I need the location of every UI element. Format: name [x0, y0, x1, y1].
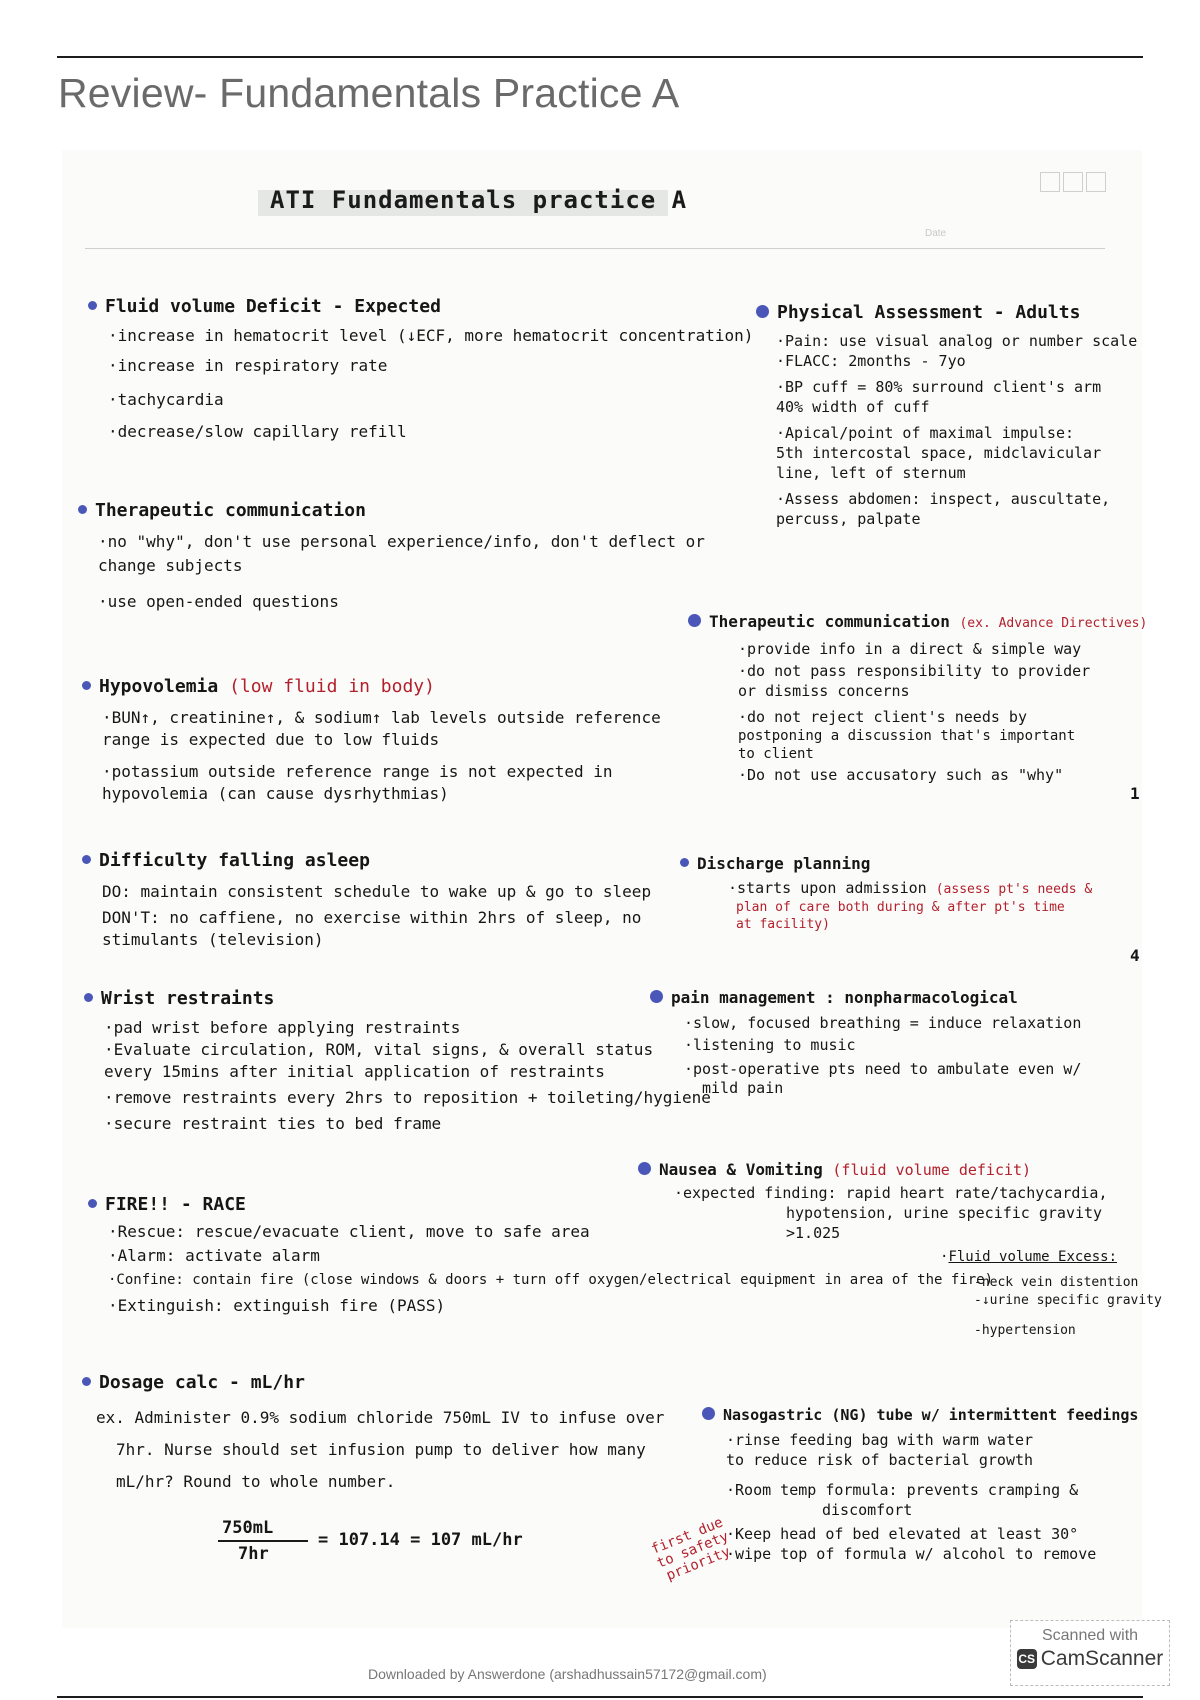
note-line: ·Evaluate circulation, ROM, vital signs, & overall status — [104, 1040, 654, 1059]
note-title: ATI Fundamentals practice A — [270, 186, 688, 214]
note-line: ·Assess abdomen: inspect, auscultate, — [776, 490, 1111, 508]
note-line: ·Extinguish: extinguish fire (PASS) — [108, 1296, 446, 1315]
note-line: range is expected due to low fluids — [102, 730, 440, 749]
bullet-icon — [82, 1377, 91, 1386]
section-note: (low fluid in body) — [229, 676, 435, 697]
note-line: ·rinse feeding bag with warm water — [726, 1431, 1034, 1449]
section-wrist-restraints — [84, 988, 711, 1135]
bullet-icon — [82, 681, 91, 690]
note-line: mL/hr? Round to whole number. — [116, 1472, 396, 1491]
section-title: pain management : nonpharmacological — [671, 988, 1018, 1007]
note-line: hypotension, urine specific gravity — [786, 1204, 1103, 1222]
note-line: ·use open-ended questions — [98, 592, 339, 611]
section-physical-assessment — [756, 302, 1137, 529]
note-line: change subjects — [98, 556, 243, 575]
note-line: DON'T: no caffiene, no exercise within 2hrs of sleep, no — [102, 908, 642, 927]
section-nasogastric-tube — [702, 1406, 1138, 1564]
top-rule — [57, 56, 1143, 58]
note-line: line, left of sternum — [776, 464, 966, 482]
red-note: at facility) — [736, 917, 830, 932]
note-line: ·BP cuff = 80% surround client's arm — [776, 378, 1102, 396]
note-line: to client — [738, 746, 814, 762]
note-line: ·increase in respiratory rate — [108, 356, 388, 375]
note-line: ·slow, focused breathing = induce relaxation — [684, 1014, 1082, 1032]
section-dosage-calc — [82, 1372, 664, 1493]
section-note: (ex. Advance Directives) — [959, 616, 1148, 631]
note-line: ·BUN↑, creatinine↑, & sodium↑ lab levels outside reference — [102, 708, 661, 727]
bullet-icon — [650, 990, 663, 1003]
note-line: ·listening to music — [684, 1036, 856, 1054]
note-line: >1.025 — [786, 1224, 841, 1242]
bullet-icon — [84, 993, 93, 1002]
note-line: 40% width of cuff — [776, 398, 930, 416]
section-title: Therapeutic communication — [709, 612, 950, 631]
bullet-icon — [78, 505, 87, 514]
edge-mark: 4 — [1130, 946, 1140, 965]
note-line: ·remove restraints every 2hrs to reposition + toileting/hygiene — [104, 1088, 711, 1107]
note-line: discomfort — [822, 1501, 913, 1519]
note-line: ·Room temp formula: prevents cramping & — [726, 1481, 1079, 1499]
fraction-bar — [218, 1540, 308, 1542]
section-note: (fluid volume deficit) — [832, 1161, 1032, 1179]
note-line: 7hr. Nurse should set infusion pump to deliver how many — [116, 1440, 646, 1459]
page-box — [1086, 172, 1106, 192]
note-line: ·secure restraint ties to bed frame — [104, 1114, 442, 1133]
note-line: ·do not reject client's needs by — [738, 708, 1027, 726]
note-line: ·starts upon admission — [728, 879, 927, 897]
section-title: Nasogastric (NG) tube w/ intermittent feedings — [723, 1406, 1139, 1424]
bullet-icon — [688, 614, 701, 627]
note-line: 5th intercostal space, midclavicular — [776, 444, 1102, 462]
badge-brand-text: CamScanner — [1040, 1647, 1164, 1670]
section-pain-management — [650, 988, 1081, 1097]
section-discharge-planning — [680, 854, 1092, 933]
note-line: -neck vein distention — [974, 1275, 1139, 1290]
page-title: Review- Fundamentals Practice A — [58, 70, 680, 116]
camscanner-badge — [1010, 1620, 1170, 1686]
title-rule — [85, 248, 1105, 249]
note-line: to reduce risk of bacterial growth — [726, 1451, 1034, 1469]
section-therapeutic-communication — [78, 500, 705, 613]
section-title: Dosage calc - mL/hr — [99, 1372, 305, 1393]
section-title: Hypovolemia — [99, 676, 219, 697]
note-line: ·do not pass responsibility to provider — [738, 662, 1091, 680]
note-line: hypovolemia (can cause dysrhythmias) — [102, 784, 449, 803]
section-title: Therapeutic communication — [95, 500, 366, 521]
note-line: ·no "why", don't use personal experience/info, don't deflect or — [98, 532, 705, 551]
calc-denominator: 7hr — [238, 1544, 269, 1564]
edge-mark: 1 — [1130, 784, 1140, 803]
section-hypovolemia — [82, 676, 661, 805]
section-title: Difficulty falling asleep — [99, 850, 370, 871]
calc-numerator: 750mL — [222, 1518, 274, 1538]
note-line: ·Do not use accusatory such as "why" — [738, 766, 1064, 784]
note-line: ·FLACC: 2months - 7yo — [776, 352, 966, 370]
note-line: ·potassium outside reference range is not expected in — [102, 762, 613, 781]
note-line: ·Rescue: rescue/evacuate client, move to safe area — [108, 1222, 590, 1241]
section-title: ·Fluid volume Excess: — [940, 1249, 1118, 1265]
red-note: (assess pt's needs & — [935, 882, 1093, 897]
bullet-icon — [82, 855, 91, 864]
note-line: stimulants (television) — [102, 930, 324, 949]
date-label: Date — [925, 228, 947, 239]
note-line: ·Apical/point of maximal impulse: — [776, 424, 1075, 442]
bullet-icon — [680, 858, 689, 867]
bottom-rule — [57, 1696, 1143, 1698]
section-title: Discharge planning — [697, 854, 871, 873]
note-line: ·post-operative pts need to ambulate even w/ — [684, 1060, 1082, 1078]
note-line: ·Keep head of bed elevated at least 30° — [726, 1525, 1079, 1543]
calc-result: = 107.14 = 107 mL/hr — [318, 1530, 523, 1550]
note-line: ·provide info in a direct & simple way — [738, 640, 1082, 658]
margin-note: first due to safety priority — [649, 1514, 733, 1584]
note-line: ·wipe top of formula w/ alcohol to remove — [726, 1545, 1097, 1563]
note-line: ·tachycardia — [108, 390, 224, 409]
camscanner-logo-icon: CS — [1017, 1649, 1037, 1669]
section-title: Physical Assessment - Adults — [777, 302, 1081, 323]
section-title: Nausea & Vomiting — [659, 1160, 823, 1179]
note-line: postponing a discussion that's important — [738, 728, 1076, 744]
red-note: plan of care both during & after pt's time — [736, 900, 1065, 915]
note-line: ex. Administer 0.9% sodium chloride 750mL IV to infuse over — [96, 1408, 665, 1427]
bullet-icon — [702, 1407, 715, 1420]
bullet-icon — [88, 1199, 97, 1208]
section-title: Wrist restraints — [101, 988, 275, 1009]
section-title: FIRE!! - RACE — [105, 1194, 246, 1215]
download-footer: Downloaded by Answerdone (arshadhussain57172@gmail.com) — [368, 1666, 767, 1682]
note-line: ·decrease/slow capillary refill — [108, 422, 407, 441]
bullet-icon — [88, 301, 97, 310]
note-line: ·increase in hematocrit level (↓ECF, more hematocrit concentration) — [108, 326, 754, 345]
section-difficulty-falling-asleep — [82, 850, 651, 951]
page-number-boxes — [1040, 172, 1106, 192]
section-title: Fluid volume Deficit - Expected — [105, 296, 441, 317]
section-nausea-vomiting — [638, 1160, 1107, 1243]
bullet-icon — [756, 305, 769, 318]
section-therapeutic-communication-2 — [688, 612, 1147, 785]
note-line: ·Confine: contain fire (close windows & doors + turn off oxygen/electrical equipment in area of the fire) — [108, 1272, 994, 1288]
note-line: ·Pain: use visual analog or number scale — [776, 332, 1138, 350]
section-fluid-volume-deficit — [88, 296, 753, 443]
note-line: ·Alarm: activate alarm — [108, 1246, 320, 1265]
badge-scanned-text: Scanned with — [1041, 1627, 1139, 1644]
note-line: -hypertension — [974, 1323, 1076, 1338]
section-fluid-volume-excess — [940, 1248, 1162, 1340]
note-line: mild pain — [702, 1079, 784, 1097]
page-box — [1063, 172, 1083, 192]
note-line: -↓urine specific gravity — [974, 1293, 1162, 1308]
bullet-icon — [638, 1162, 651, 1175]
note-line: every 15mins after initial application of restraints — [104, 1062, 605, 1081]
note-line: ·expected finding: rapid heart rate/tachycardia, — [674, 1184, 1108, 1202]
page-box — [1040, 172, 1060, 192]
note-line: ·pad wrist before applying restraints — [104, 1018, 461, 1037]
note-line: percuss, palpate — [776, 510, 921, 528]
note-line: or dismiss concerns — [738, 682, 910, 700]
note-line: DO: maintain consistent schedule to wake up & go to sleep — [102, 882, 652, 901]
